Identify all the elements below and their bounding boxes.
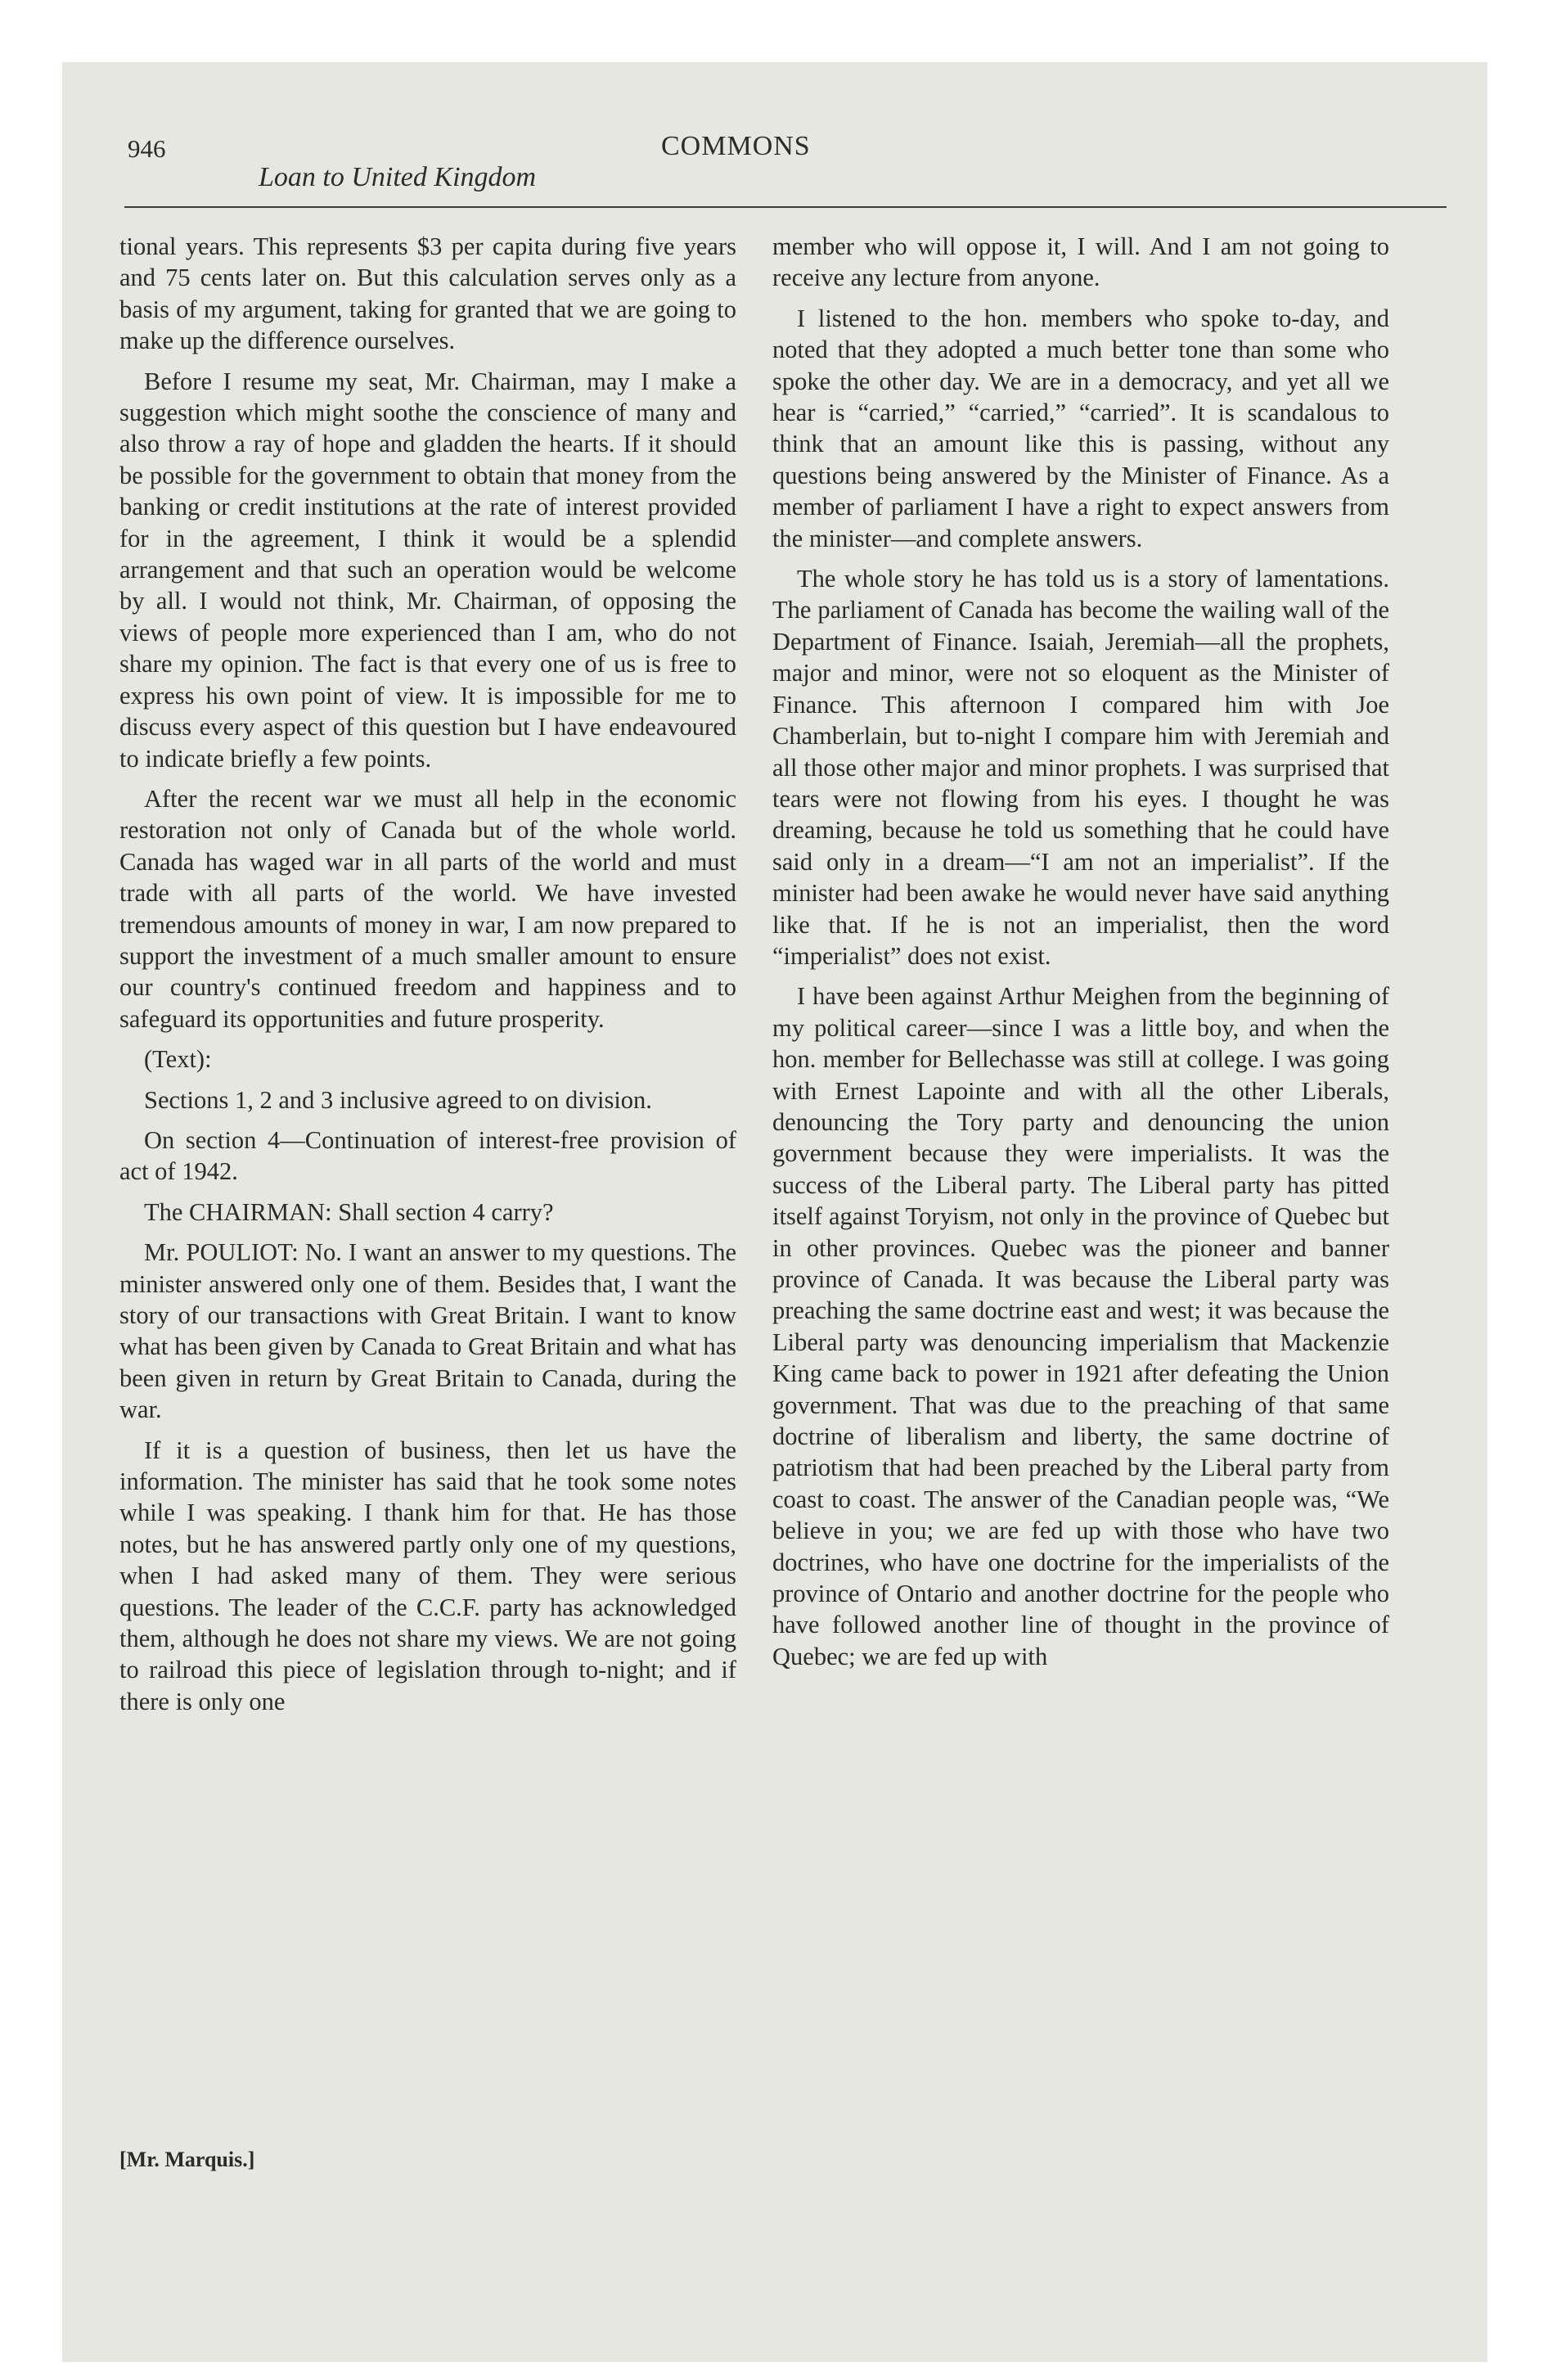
paragraph: tional years. This represents $3 per capita during five years and 75 cents later on. But this calculation serves only as a basis of my argument, taking for granted that we are going to make up the difference ourselves. <box>119 232 736 355</box>
paragraph: On section 4—Continuation of interest-free provision of act of 1942. <box>119 1125 736 1186</box>
running-title: Loan to United Kingdom <box>259 162 537 192</box>
paragraph: After the recent war we must all help in the economic restoration not only of Canada but of the whole world. Canada has waged war in all parts of the world and must trade with all parts of the world. We have invested tremendous amounts of money in war, I am now prepared to support the investment of a much smaller amount to ensure our country's continued freedom and happiness and to safeguard its opportunities and future prosperity. <box>119 784 736 1033</box>
paragraph: Mr. POULIOT: No. I want an answer to my questions. The minister answered only one of them. Besides that, I want the story of our transactions with Great Britain. I want to know what has been given by Canada to Great Britain and what has been given in return by Great Britain to Canada, during the war. <box>119 1238 736 1424</box>
running-head: COMMONS <box>661 131 811 161</box>
paragraph: Before I resume my seat, Mr. Chairman, may I make a suggestion which might soothe the conscience of many and also throw a ray of hope and gladden the hearts. If it should be possible for the government to obtain that money from the banking or credit institutions at the rate of interest provided for in the agreement, I think it would be a splendid arrangement and that such an operation would be welcome by all. I would not think, Mr. Chairman, of opposing the views of people more experienced than I am, who do not share my opinion. The fact is that every one of us is free to express his own point of view. It is impossible for me to discuss every aspect of this question but I have endeavoured to indicate briefly a few points. <box>119 367 736 773</box>
left-column <box>119 231 736 1726</box>
paragraph: I listened to the hon. members who spoke to-day, and noted that they adopted a much better tone than some who spoke the other day. We are in a democracy, and yet all we hear is “carried,” “carried,” “carried”. It is scandalous to think that an amount like this is passing, without any questions being answered by the Minister of Finance. As a member of parliament I have a right to expect answers from the minister—and complete answers. <box>772 304 1389 552</box>
speaker-footnote: [Mr. Marquis.] <box>119 2148 255 2171</box>
paragraph: I have been against Arthur Meighen from the beginning of my political career—since I was a little boy, and when the hon. member for Bellechasse was still at college. I was going with Ernest Lapointe and with all the other Liberals, denouncing the Tory party and denouncing the union government because they were imperialists. It was the success of the Liberal party. The Liberal party has pitted itself against Toryism, not only in the province of Quebec but in other provinces. Quebec was the pioneer and banner province of Canada. It was because the Liberal party was preaching the same doctrine east and west; it was because the Liberal party was denouncing imperialism that Mackenzie King came back to power in 1921 after defeating the Union government. That was due to the preaching of that same doctrine of liberalism and liberty, the same doctrine of patriotism that had been preached by the Liberal party from coast to coast. The answer of the Canadian people was, “We believe in you; we are fed up with those who have two doctrines, who have one doctrine for the imperialists of the province of Ontario and another doctrine for the people who have followed another line of thought in the province of Quebec; we are fed up with <box>772 982 1389 1670</box>
paragraph: If it is a question of business, then let us have the information. The minister has said that he took some notes while I was speaking. I thank him for that. He has those notes, but he has answered partly only one of my questions, when I had asked many of them. They were serious questions. The leader of the C.C.F. party has acknowledged them, although he does not share my views. We are not going to railroad this piece of legislation through to-night; and if there is only one <box>119 1436 736 1715</box>
header-rule <box>124 206 1447 208</box>
paragraph: Sections 1, 2 and 3 inclusive agreed to on division. <box>144 1085 652 1114</box>
page-number: 946 <box>128 134 166 163</box>
paragraph: The CHAIRMAN: Shall section 4 carry? <box>144 1197 554 1226</box>
scanned-page <box>62 62 1487 2362</box>
paragraph: (Text): <box>144 1045 212 1074</box>
page-header <box>62 62 1487 226</box>
paragraph: The whole story he has told us is a story of lamentations. The parliament of Canada has become the wailing wall of the Department of Finance. Isaiah, Jeremiah—all the prophets, major and minor, were not so eloquent as the Minister of Finance. This afternoon I compared him with Joe Chamberlain, but to-night I compare him with Jeremiah and all those other major and minor prophets. I was surprised that tears were not flowing from his eyes. I thought he was dreaming, because he told us something that he could have said only in a dream—“I am not an imperialist”. If the minister had been awake he would never have said anything like that. If he is not an imperialist, then the word “imperialist” does not exist. <box>772 565 1389 970</box>
paragraph: member who will oppose it, I will. And I am not going to receive any lecture from anyone. <box>772 232 1389 292</box>
right-column <box>772 231 1389 1681</box>
